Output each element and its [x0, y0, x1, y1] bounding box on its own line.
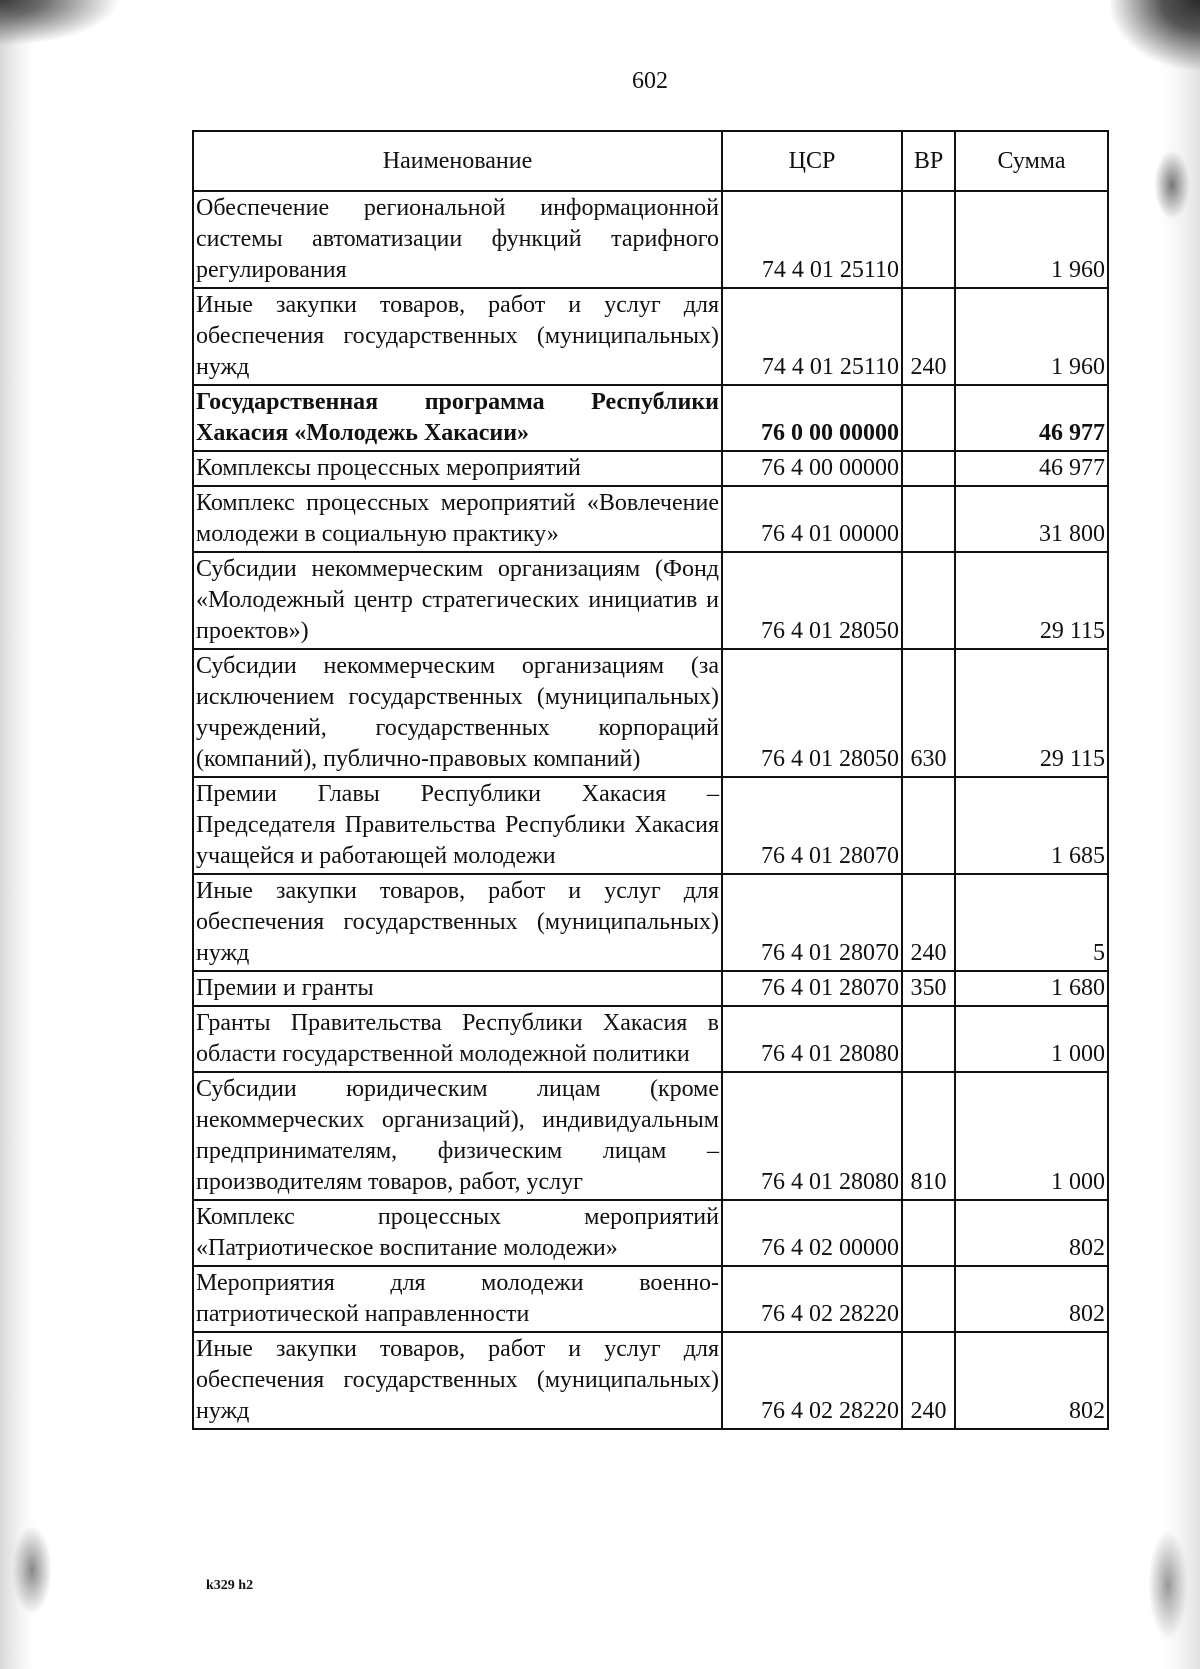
footer-code: k329 h2 — [206, 1578, 254, 1593]
cell-sum: 1 000 — [955, 1072, 1108, 1200]
cell-csr: 76 4 01 28070 — [722, 777, 902, 874]
cell-name: Иные закупки товаров, работ и услуг для обеспечения государственных (муниципальных) нужд — [193, 874, 722, 971]
table-body — [193, 191, 1108, 1429]
cell-sum: 1 000 — [955, 1006, 1108, 1072]
table-row — [193, 451, 1108, 486]
table-row — [193, 1332, 1108, 1429]
table-row — [193, 1266, 1108, 1332]
cell-name: Гранты Правительства Республики Хакасия в области государственной молодежной политики — [193, 1006, 722, 1072]
table-row — [193, 1006, 1108, 1072]
cell-name: Субсидии юридическим лицам (кроме некоммерческих организаций), индивидуальным предпринимателям, физическим лицам – производителям товаров, работ, услуг — [193, 1072, 722, 1200]
cell-name: Иные закупки товаров, работ и услуг для обеспечения государственных (муниципальных) нужд — [193, 288, 722, 385]
cell-csr: 74 4 01 25110 — [722, 288, 902, 385]
cell-csr: 76 4 01 28080 — [722, 1006, 902, 1072]
page-number: 602 — [632, 68, 668, 94]
cell-name: Премии и гранты — [193, 971, 722, 1006]
cell-csr: 76 4 01 28050 — [722, 552, 902, 649]
cell-csr: 76 4 01 28070 — [722, 971, 902, 1006]
cell-vr — [902, 777, 955, 874]
header-vr: ВР — [902, 131, 955, 191]
cell-csr: 76 4 01 28080 — [722, 1072, 902, 1200]
cell-csr: 76 4 02 28220 — [722, 1266, 902, 1332]
cell-name: Комплекс процессных мероприятий «Патриотическое воспитание молодежи» — [193, 1200, 722, 1266]
scan-artifact-right — [1154, 150, 1190, 220]
table-row — [193, 385, 1108, 451]
header-name: Наименование — [193, 131, 722, 191]
header-sum: Сумма — [955, 131, 1108, 191]
table-row — [193, 288, 1108, 385]
cell-sum: 46 977 — [955, 451, 1108, 486]
scan-artifact-top-left — [0, 0, 120, 46]
cell-csr: 76 4 00 00000 — [722, 451, 902, 486]
cell-csr: 76 4 01 28050 — [722, 649, 902, 777]
cell-sum: 29 115 — [955, 552, 1108, 649]
scan-artifact-bottom-right — [1148, 1530, 1188, 1640]
cell-name: Мероприятия для молодежи военно-патриотической направленности — [193, 1266, 722, 1332]
table-row — [193, 777, 1108, 874]
cell-vr: 240 — [902, 1332, 955, 1429]
table-row — [193, 649, 1108, 777]
cell-name: Субсидии некоммерческим организациям (за исключением государственных (муниципальных) учреждений, государственных корпораций (компаний), публично-правовых компаний) — [193, 649, 722, 777]
cell-sum: 1 680 — [955, 971, 1108, 1006]
cell-sum: 802 — [955, 1200, 1108, 1266]
cell-vr — [902, 1266, 955, 1332]
cell-vr — [902, 552, 955, 649]
cell-sum: 802 — [955, 1332, 1108, 1429]
cell-vr — [902, 451, 955, 486]
cell-name: Иные закупки товаров, работ и услуг для обеспечения государственных (муниципальных) нужд — [193, 1332, 722, 1429]
cell-name: Комплексы процессных мероприятий — [193, 451, 722, 486]
cell-vr — [902, 1006, 955, 1072]
cell-vr — [902, 191, 955, 288]
cell-vr — [902, 486, 955, 552]
table-row — [193, 486, 1108, 552]
cell-vr — [902, 1200, 955, 1266]
scan-artifact-top-right — [1110, 0, 1200, 70]
cell-csr: 76 4 01 00000 — [722, 486, 902, 552]
table-row — [193, 552, 1108, 649]
cell-name: Государственная программа Республики Хакасия «Молодежь Хакасии» — [193, 385, 722, 451]
table-row — [193, 971, 1108, 1006]
cell-csr: 74 4 01 25110 — [722, 191, 902, 288]
cell-name: Обеспечение региональной информационной системы автоматизации функций тарифного регулирования — [193, 191, 722, 288]
scan-artifact-bottom-left — [12, 1525, 52, 1615]
budget-table — [192, 130, 1109, 1430]
scan-shadow-right — [1160, 0, 1200, 1669]
cell-sum: 29 115 — [955, 649, 1108, 777]
cell-name: Субсидии некоммерческим организациям (Фонд «Молодежный центр стратегических инициатив и проектов») — [193, 552, 722, 649]
cell-sum: 46 977 — [955, 385, 1108, 451]
cell-name: Комплекс процессных мероприятий «Вовлечение молодежи в социальную практику» — [193, 486, 722, 552]
table-row — [193, 874, 1108, 971]
cell-csr: 76 4 02 28220 — [722, 1332, 902, 1429]
cell-vr: 350 — [902, 971, 955, 1006]
cell-sum: 5 — [955, 874, 1108, 971]
cell-sum: 1 960 — [955, 191, 1108, 288]
header-csr: ЦСР — [722, 131, 902, 191]
cell-vr: 240 — [902, 288, 955, 385]
cell-csr: 76 4 02 00000 — [722, 1200, 902, 1266]
cell-sum: 1 685 — [955, 777, 1108, 874]
cell-csr: 76 0 00 00000 — [722, 385, 902, 451]
cell-vr — [902, 385, 955, 451]
cell-sum: 802 — [955, 1266, 1108, 1332]
cell-vr: 630 — [902, 649, 955, 777]
cell-name: Премии Главы Республики Хакасия – Председателя Правительства Республики Хакасия учащейся и работающей молодежи — [193, 777, 722, 874]
cell-vr: 240 — [902, 874, 955, 971]
cell-sum: 1 960 — [955, 288, 1108, 385]
scan-shadow-left — [0, 0, 34, 1669]
table-row — [193, 1200, 1108, 1266]
cell-sum: 31 800 — [955, 486, 1108, 552]
cell-vr: 810 — [902, 1072, 955, 1200]
table-row — [193, 191, 1108, 288]
table-header-row — [193, 131, 1108, 191]
table-row — [193, 1072, 1108, 1200]
cell-csr: 76 4 01 28070 — [722, 874, 902, 971]
